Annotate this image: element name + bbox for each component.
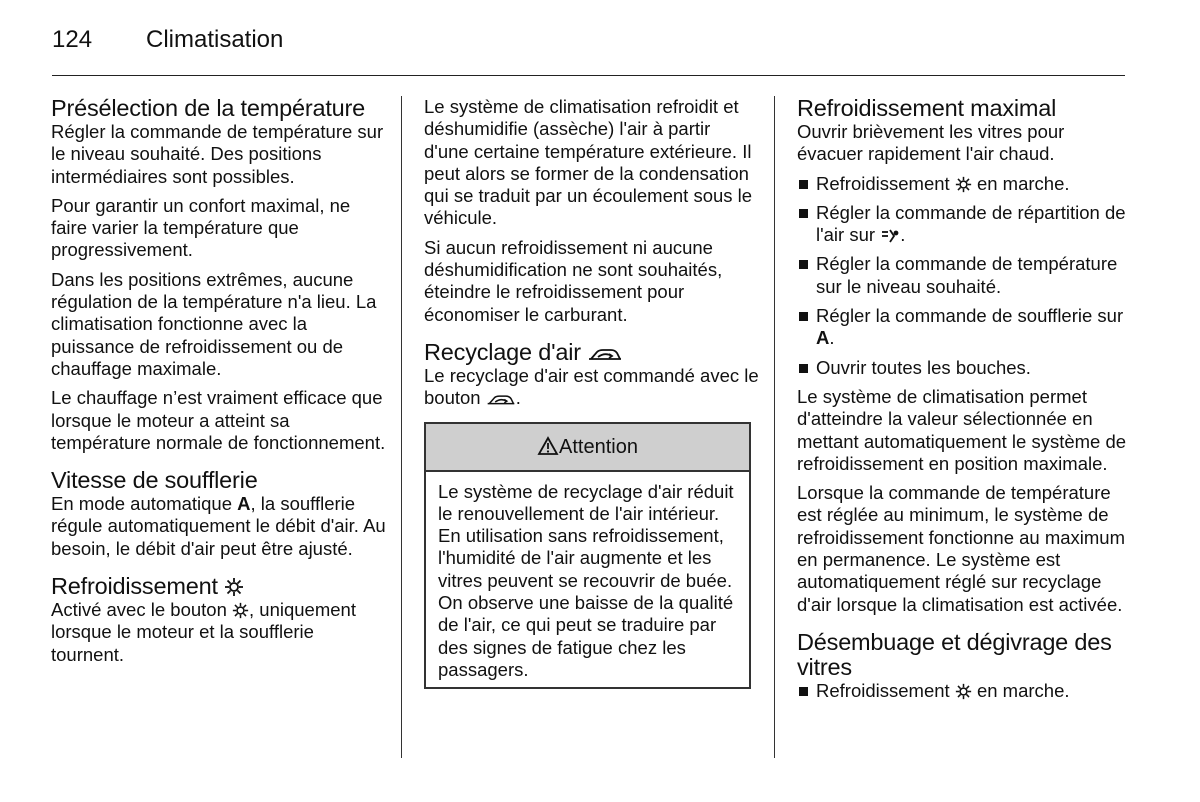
paragraph: Le système de climatisation permet d'atteindre la valeur sélectionnée en mettant automatiquement le système de refroidissement en position maximale. [797, 385, 1127, 474]
list-item: Ouvrir toutes les bouches. [797, 357, 1127, 379]
snowflake-icon [232, 602, 249, 619]
warning-header [426, 424, 749, 472]
paragraph: Pour garantir un confort maximal, ne faire varier la température que progressivement. [51, 194, 351, 261]
paragraph: En mode automatique A, la soufflerie régule automatiquement le débit d'air. Au besoin, le débit d'air peut être ajusté. [51, 493, 386, 559]
warning-title: Attention [559, 435, 638, 458]
bullet-list [797, 173, 1127, 379]
list-item: Refroidissement en marche. [797, 680, 1127, 702]
paragraph: Lorsque la commande de température est réglée au minimum, le système de refroidissement fonctionne au maximum en permanence. Le système est automatiquement réglé sur recyclage d'air lorsque la climatisation est activée. [797, 482, 1126, 615]
list-item: Régler la commande de soufflerie sur A. [797, 305, 1127, 350]
column-2 [424, 96, 759, 689]
paragraph: Si aucun refroidissement ni aucune déshumidification ne sont souhaités, éteindre le refroidissement pour économiser le carburant. [424, 236, 723, 325]
list-item: Régler la commande de répartition de l'air sur . [797, 202, 1127, 247]
paragraph: Dans les positions extrêmes, aucune régulation de la température n'a lieu. La climatisation fonctionne avec la puissance de refroidissement ou de chauffage maximale. [51, 268, 377, 379]
column-divider [774, 96, 775, 758]
page-title: Climatisation [146, 26, 284, 53]
section-title: Refroidissement maximal [797, 95, 1057, 121]
column-3 [797, 96, 1127, 709]
warning-box [424, 422, 751, 690]
paragraph: Le système de climatisation refroidit et déshumidifie (assèche) l'air à partir d'une certaine température extérieure. Il peut alors se former de la condensation qui se traduit par un écoulement sous le véhicule. [424, 96, 753, 229]
paragraph: Le chauffage n’est vraiment efficace que lorsque le moteur a atteint sa température normale de fonctionnement. [51, 387, 386, 453]
column-1 [51, 96, 386, 673]
snowflake-icon [955, 176, 972, 193]
paragraph: Le recyclage d'air est commandé avec le bouton . [424, 364, 759, 409]
section-title: Recyclage d'air [424, 340, 759, 365]
snowflake-icon [955, 683, 972, 700]
paragraph: Régler la commande de température sur le niveau souhaité. Des positions intermédiaires sont possibles. [51, 121, 384, 187]
warning-text: Le système de recyclage d'air réduit le renouvellement de l'air intérieur. En utilisation sans refroidissement, l'humidité de l'air augmente et les vitres peuvent se recouvrir de buée. On observe une baisse de la qualité de l'air, ce qui peut se traduire par des signes de fatigue chez les passagers. [438, 480, 734, 680]
recirculation-icon [486, 392, 516, 407]
auto-mode-letter: A [237, 493, 251, 515]
section-title: Présélection de la température [51, 95, 366, 121]
bullet-list [797, 680, 1127, 702]
warning-triangle-icon [537, 436, 559, 456]
paragraph: Activé avec le bouton , uniquement lorsque le moteur et la soufflerie tournent. [51, 599, 356, 665]
snowflake-icon [224, 577, 244, 597]
page-header [52, 26, 283, 54]
section-title: Vitesse de soufflerie [51, 467, 258, 494]
section-title: Désembuage et dégivrage des vitres [797, 628, 1112, 680]
column-divider [401, 96, 402, 758]
list-item: Régler la commande de température sur le niveau souhaité. [797, 253, 1127, 298]
air-distribution-icon [880, 228, 900, 244]
paragraph: Ouvrir brièvement les vitres pour évacuer rapidement l'air chaud. [797, 121, 1065, 165]
header-rule [52, 75, 1125, 76]
recirculation-icon [587, 345, 623, 363]
section-title: Refroidissement [51, 574, 386, 599]
list-item: Refroidissement en marche. [797, 173, 1127, 195]
page-number: 124 [52, 26, 93, 53]
